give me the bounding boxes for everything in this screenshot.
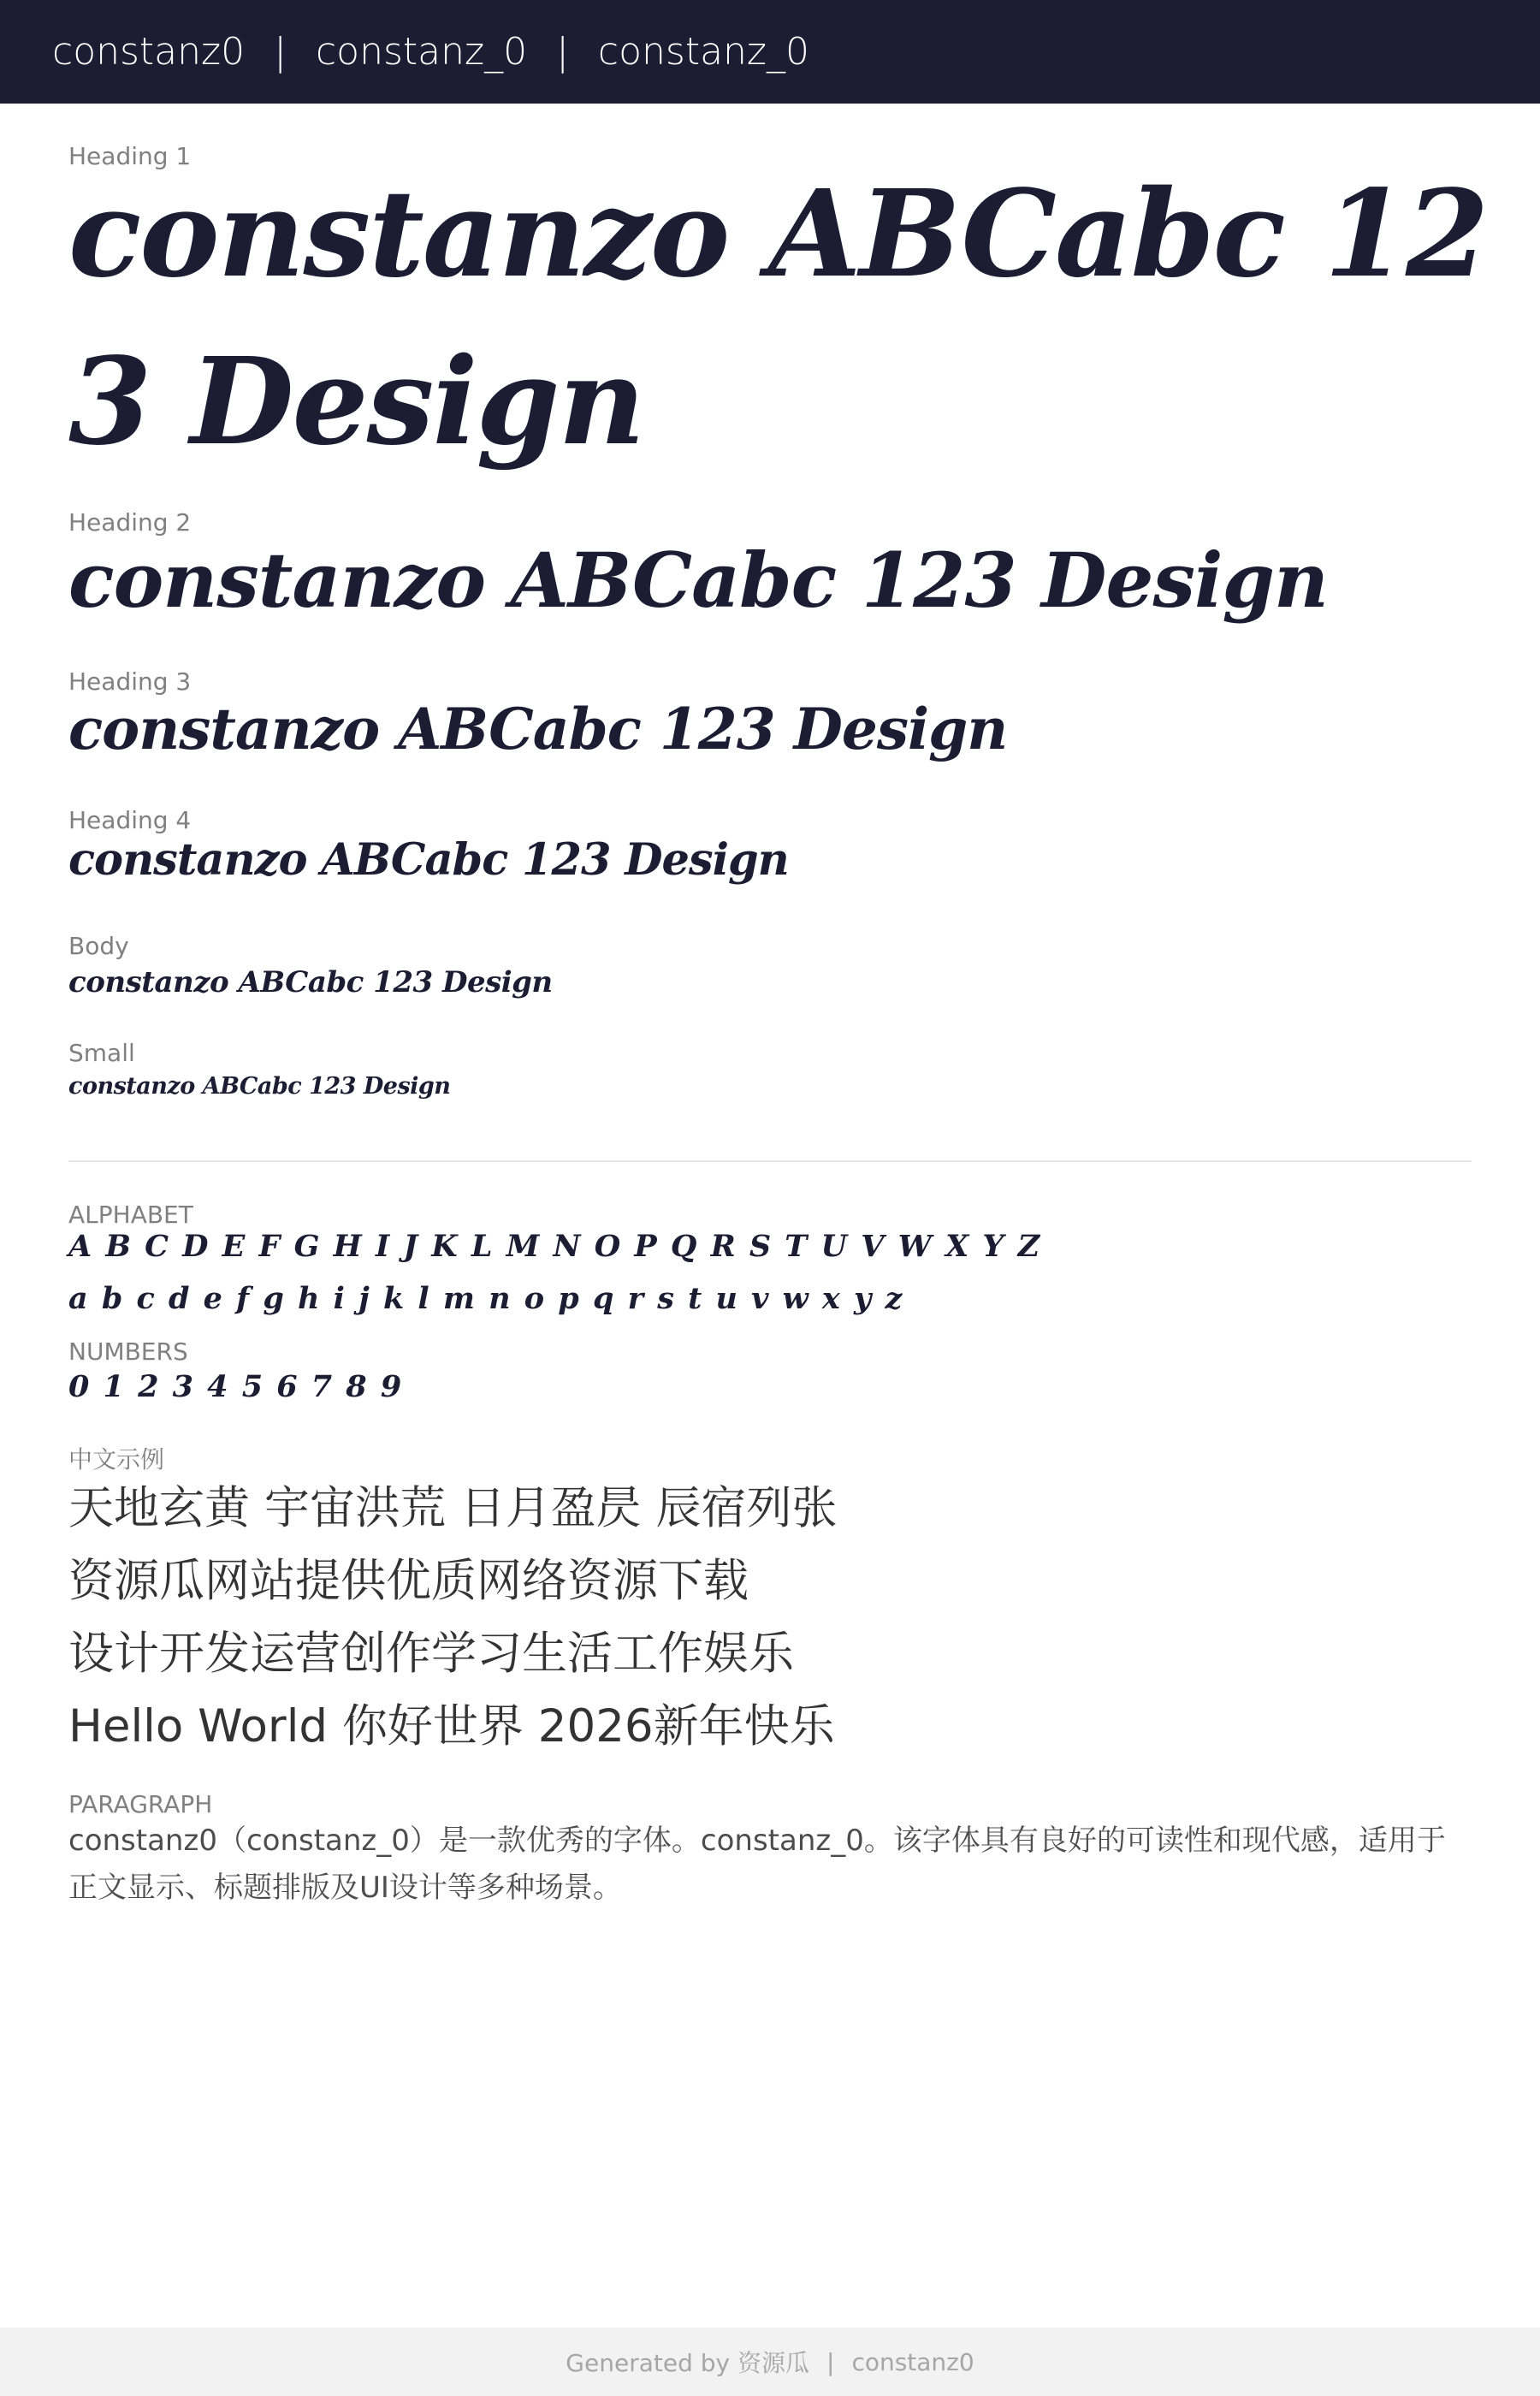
heading-3-sample: constanzo ABCabc 123 Design [68,696,1008,762]
heading-1-sample: constanzo ABCabc 123 Design [68,164,1488,472]
small-label: Small [68,1039,135,1067]
header-font-alias: constanz_0 [597,30,810,74]
chinese-line: 设计开发运营创作学习生活工作娱乐 [68,1628,794,1680]
chinese-label: 中文示例 [68,1445,165,1474]
chinese-line: 资源瓜网站提供优质网络资源下载 [68,1555,749,1607]
heading-1-label: Heading 1 [68,142,192,170]
alphabet-label: ALPHABET [68,1201,193,1229]
heading-2-label: Heading 2 [68,508,192,537]
body-sample: constanzo ABCabc 123 Design [68,965,553,999]
paragraph-text: constanz0（constanz_0）是一款优秀的字体。constanz_0。该字体具有良好的可读性和现代感，适用于正文显示、标题排版及UI设计等多种场景。 [68,1824,1446,1905]
small-sample: constanzo ABCabc 123 Design [68,1073,451,1100]
heading-3-label: Heading 3 [68,667,192,696]
paragraph-label: PARAGRAPH [68,1790,213,1818]
section-divider [68,1160,1472,1162]
footer-font-name: constanz0 [851,2347,974,2376]
uppercase-alphabet: A B C D E F G H I J K L M N O P Q R S T U V W X Y Z [68,1229,1042,1264]
footer-separator: | [826,2347,835,2376]
heading-2-sample: constanzo ABCabc 123 Design [68,536,1328,625]
header-font-alias: constanz_0 [315,30,528,74]
lowercase-alphabet: a b c d e f g h i j k l m n o p q r s t u v w x y z [68,1281,904,1316]
heading-4-sample: constanzo ABCabc 123 Design [68,834,789,886]
body-label: Body [68,932,129,960]
header-bar [0,0,1540,104]
numbers-label: NUMBERS [68,1337,188,1366]
chinese-line: Hello World 你好世界 2026新年快乐 [68,1700,835,1753]
footer-bar [0,2328,1540,2396]
chinese-line: 天地玄黄 宇宙洪荒 日月盈昃 辰宿列张 [68,1482,838,1534]
header-separator: | [556,30,569,74]
footer-generated-text: Generated by 资源瓜 [566,2349,809,2377]
header-font-name: constanz0 [52,30,246,74]
header-separator: | [274,30,287,74]
numbers-sample: 0 1 2 3 4 5 6 7 8 9 [68,1369,404,1404]
heading-4-label: Heading 4 [68,806,192,834]
